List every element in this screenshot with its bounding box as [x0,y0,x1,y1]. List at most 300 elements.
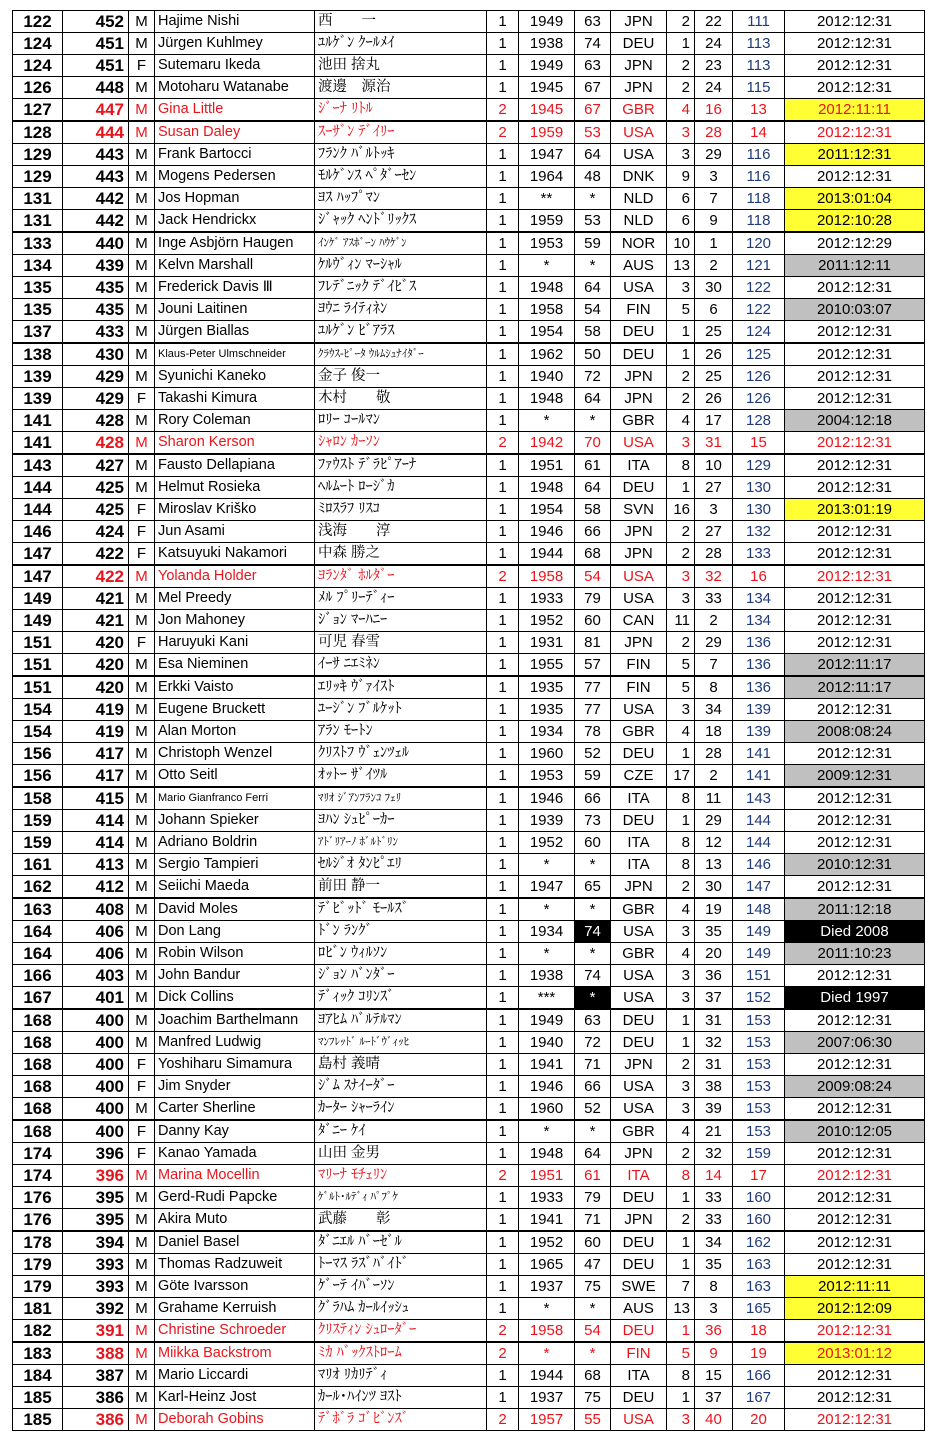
birth-year-cell: * [519,1120,575,1143]
age-cell: * [575,898,611,921]
table-row [13,1209,925,1232]
points-cell: 440 [63,232,129,255]
table-row [13,321,925,344]
index-cell: 18 [733,1320,785,1343]
name-cell: Alan Morton [155,721,315,743]
index-cell: 162 [733,1231,785,1254]
index-cell: 118 [733,188,785,210]
country-cell: ITA [611,1365,667,1387]
age-cell: * [575,987,611,1010]
kana-name-cell: ｼﾞｬｯｸ ﾍﾝﾄﾞﾘｯｸｽ [315,210,487,233]
rank-cell: 151 [13,676,63,699]
sex-cell: M [129,477,155,499]
table-row [13,987,925,1010]
name-cell: Yolanda Holder [155,565,315,588]
age-cell: 66 [575,1076,611,1098]
points-cell: 435 [63,277,129,299]
points-cell: 430 [63,343,129,366]
group-cell: 1 [487,1298,519,1320]
age-cell: 54 [575,299,611,321]
date-cell: 2012:12:31 [785,610,925,632]
table-row [13,255,925,277]
group-cell: 1 [487,1209,519,1232]
table-row [13,565,925,588]
rank-cell: 179 [13,1254,63,1276]
group-cell: 1 [487,1187,519,1209]
index-cell: 149 [733,921,785,943]
sex-cell: M [129,99,155,122]
count-cell: 31 [695,432,733,455]
count-cell: 17 [695,410,733,432]
table-row [13,1120,925,1143]
region-cell: 2 [667,1143,695,1165]
index-cell: 111 [733,11,785,33]
index-cell: 113 [733,55,785,77]
points-cell: 400 [63,1009,129,1032]
rank-cell: 183 [13,1342,63,1365]
points-cell: 401 [63,987,129,1010]
index-cell: 159 [733,1143,785,1165]
birth-year-cell: 1948 [519,277,575,299]
count-cell: 35 [695,921,733,943]
date-cell: 2012:12:31 [785,11,925,33]
kana-name-cell: ﾃﾞﾋﾞｯﾄﾞ ﾓｰﾙｽﾞ [315,898,487,921]
country-cell: DEU [611,33,667,55]
date-cell: 2012:12:31 [785,543,925,566]
count-cell: 2 [695,765,733,788]
ranking-table [12,10,925,1431]
count-cell: 25 [695,366,733,388]
date-cell: 2012:12:31 [785,55,925,77]
points-cell: 444 [63,121,129,144]
table-row [13,210,925,233]
kana-name-cell: 金子 俊一 [315,366,487,388]
count-cell: 8 [695,676,733,699]
country-cell: USA [611,144,667,166]
sex-cell: M [129,1165,155,1187]
country-cell: JPN [611,876,667,899]
rank-cell: 126 [13,77,63,99]
age-cell: 47 [575,1254,611,1276]
region-cell: 13 [667,1298,695,1320]
age-cell: 48 [575,166,611,188]
index-cell: 167 [733,1387,785,1409]
table-row [13,743,925,765]
rank-cell: 129 [13,144,63,166]
age-cell: 78 [575,721,611,743]
index-cell: 130 [733,477,785,499]
index-cell: 15 [733,432,785,455]
date-cell: 2004:12:18 [785,410,925,432]
kana-name-cell: ｸﾗｳｽ-ﾋﾟｰﾀ ｳﾙﾑｼｭﾅｲﾀﾞｰ [315,343,487,366]
date-cell: 2011:12:18 [785,898,925,921]
index-cell: 14 [733,121,785,144]
index-cell: 129 [733,454,785,477]
country-cell: JPN [611,77,667,99]
points-cell: 451 [63,55,129,77]
points-cell: 428 [63,432,129,455]
age-cell: * [575,1298,611,1320]
age-cell: 54 [575,565,611,588]
date-cell: 2012:12:31 [785,1387,925,1409]
age-cell: 63 [575,55,611,77]
kana-name-cell: ｲﾝｹﾞ ｱｽﾎﾞｰﾝ ﾊｳｹﾞﾝ [315,232,487,255]
country-cell: FIN [611,676,667,699]
country-cell: JPN [611,1209,667,1232]
name-cell: Grahame Kerruish [155,1298,315,1320]
kana-name-cell: ｼﾞﾑ ｽﾅｲｰﾀﾞｰ [315,1076,487,1098]
birth-year-cell: 1947 [519,144,575,166]
sex-cell: F [129,543,155,566]
region-cell: 1 [667,33,695,55]
age-cell: 57 [575,654,611,677]
index-cell: 118 [733,210,785,233]
age-cell: 79 [575,1187,611,1209]
kana-name-cell: ｼｬﾛﾝ ｶｰｿﾝ [315,432,487,455]
region-cell: 2 [667,388,695,410]
date-cell: 2012:12:31 [785,743,925,765]
index-cell: 126 [733,388,785,410]
kana-name-cell: ﾛﾋﾞﾝ ｳｨﾙｿﾝ [315,943,487,965]
age-cell: * [575,188,611,210]
region-cell: 3 [667,1098,695,1121]
date-cell: 2012:11:11 [785,99,925,122]
country-cell: DEU [611,1254,667,1276]
date-cell: 2012:12:31 [785,965,925,987]
age-cell: 74 [575,921,611,943]
count-cell: 26 [695,343,733,366]
kana-name-cell: ｹﾞｰﾃ ｲﾊﾞｰｿﾝ [315,1276,487,1298]
table-row [13,1009,925,1032]
kana-name-cell: ﾌｧｳｽﾄ ﾃﾞﾗﾋﾟｱｰﾅ [315,454,487,477]
age-cell: 77 [575,699,611,721]
index-cell: 133 [733,543,785,566]
sex-cell: M [129,1276,155,1298]
rank-cell: 141 [13,410,63,432]
kana-name-cell: ｱﾄﾞﾘｱｰﾉ ﾎﾞﾙﾄﾞﾘﾝ [315,832,487,854]
index-cell: 153 [733,1098,785,1121]
name-cell: Takashi Kimura [155,388,315,410]
table-row [13,965,925,987]
date-cell: 2012:12:31 [785,454,925,477]
group-cell: 1 [487,543,519,566]
birth-year-cell: * [519,1342,575,1365]
sex-cell: M [129,876,155,899]
birth-year-cell: 1952 [519,832,575,854]
kana-name-cell: ﾖｱﾋﾑ ﾊﾞﾙﾃﾙﾏﾝ [315,1009,487,1032]
birth-year-cell: 1938 [519,33,575,55]
birth-year-cell: 1934 [519,921,575,943]
sex-cell: M [129,11,155,33]
rank-cell: 131 [13,210,63,233]
age-cell: 58 [575,321,611,344]
table-row [13,166,925,188]
country-cell: JPN [611,366,667,388]
birth-year-cell: 1949 [519,11,575,33]
index-cell: 136 [733,654,785,677]
sex-cell: M [129,166,155,188]
country-cell: JPN [611,521,667,543]
birth-year-cell: 1948 [519,1143,575,1165]
date-cell: 2012:12:31 [785,1209,925,1232]
index-cell: 120 [733,232,785,255]
sex-cell: M [129,676,155,699]
points-cell: 406 [63,943,129,965]
name-cell: Eugene Bruckett [155,699,315,721]
group-cell: 1 [487,987,519,1010]
kana-name-cell: ﾛﾘｰ ｺｰﾙﾏﾝ [315,410,487,432]
sex-cell: M [129,1387,155,1409]
group-cell: 1 [487,410,519,432]
count-cell: 36 [695,1320,733,1343]
rank-cell: 167 [13,987,63,1010]
birth-year-cell: 1954 [519,499,575,521]
age-cell: 70 [575,432,611,455]
region-cell: 2 [667,632,695,654]
kana-name-cell: ｶｰﾀｰ ｼｬｰﾗｲﾝ [315,1098,487,1121]
region-cell: 2 [667,543,695,566]
date-cell: 2010:12:31 [785,854,925,876]
kana-name-cell: 中森 勝之 [315,543,487,566]
rank-cell: 139 [13,388,63,410]
country-cell: NOR [611,232,667,255]
region-cell: 3 [667,1076,695,1098]
table-row [13,1387,925,1409]
region-cell: 5 [667,676,695,699]
index-cell: 122 [733,299,785,321]
date-cell: 2011:12:31 [785,144,925,166]
sex-cell: M [129,743,155,765]
sex-cell: F [129,55,155,77]
name-cell: Sutemaru Ikeda [155,55,315,77]
country-cell: USA [611,965,667,987]
region-cell: 2 [667,1209,695,1232]
points-cell: 420 [63,632,129,654]
sex-cell: M [129,454,155,477]
group-cell: 1 [487,1276,519,1298]
sex-cell: M [129,699,155,721]
date-cell: 2012:12:31 [785,1165,925,1187]
points-cell: 447 [63,99,129,122]
table-row [13,810,925,832]
count-cell: 27 [695,521,733,543]
count-cell: 34 [695,699,733,721]
kana-name-cell: ﾄﾞﾝ ﾗﾝｸﾞ [315,921,487,943]
count-cell: 37 [695,987,733,1010]
table-row [13,499,925,521]
points-cell: 420 [63,676,129,699]
date-cell: 2010:03:07 [785,299,925,321]
group-cell: 1 [487,810,519,832]
group-cell: 1 [487,854,519,876]
country-cell: DEU [611,1032,667,1054]
birth-year-cell: 1931 [519,632,575,654]
date-cell: 2012:12:31 [785,521,925,543]
group-cell: 1 [487,343,519,366]
date-cell: 2009:08:24 [785,1076,925,1098]
rank-cell: 168 [13,1009,63,1032]
region-cell: 6 [667,188,695,210]
group-cell: 1 [487,1365,519,1387]
table-row [13,1342,925,1365]
table-row [13,1143,925,1165]
age-cell: 53 [575,210,611,233]
country-cell: USA [611,1098,667,1121]
country-cell: USA [611,277,667,299]
name-cell: Gina Little [155,99,315,122]
count-cell: 13 [695,854,733,876]
table-row [13,77,925,99]
rank-cell: 127 [13,99,63,122]
kana-name-cell: ﾃﾞｨｯｸ ｺﾘﾝｽﾞ [315,987,487,1010]
rank-cell: 174 [13,1143,63,1165]
name-cell: Fausto Dellapiana [155,454,315,477]
rank-cell: 146 [13,521,63,543]
region-cell: 3 [667,432,695,455]
points-cell: 417 [63,743,129,765]
table-row [13,99,925,122]
sex-cell: M [129,943,155,965]
index-cell: 17 [733,1165,785,1187]
points-cell: 393 [63,1254,129,1276]
group-cell: 1 [487,166,519,188]
points-cell: 425 [63,499,129,521]
country-cell: DEU [611,1387,667,1409]
age-cell: 72 [575,1032,611,1054]
region-cell: 3 [667,277,695,299]
birth-year-cell: 1957 [519,1409,575,1431]
region-cell: 2 [667,77,695,99]
count-cell: 28 [695,121,733,144]
region-cell: 1 [667,343,695,366]
region-cell: 1 [667,810,695,832]
sex-cell: M [129,1320,155,1343]
points-cell: 417 [63,765,129,788]
kana-name-cell: 木村 敬 [315,388,487,410]
count-cell: 9 [695,1342,733,1365]
group-cell: 1 [487,144,519,166]
region-cell: 3 [667,699,695,721]
sex-cell: M [129,432,155,455]
sex-cell: F [129,499,155,521]
table-row [13,521,925,543]
age-cell: 75 [575,1276,611,1298]
country-cell: GBR [611,99,667,122]
group-cell: 2 [487,1165,519,1187]
region-cell: 3 [667,1409,695,1431]
table-row [13,343,925,366]
name-cell: Jürgen Biallas [155,321,315,344]
kana-name-cell: 西 一 [315,11,487,33]
sex-cell: M [129,721,155,743]
birth-year-cell: 1945 [519,77,575,99]
date-cell: 2012:12:31 [785,787,925,810]
kana-name-cell: 浅海 淳 [315,521,487,543]
points-cell: 400 [63,1076,129,1098]
sex-cell: M [129,565,155,588]
points-cell: 396 [63,1165,129,1187]
sex-cell: M [129,987,155,1010]
group-cell: 1 [487,210,519,233]
kana-name-cell: ﾖｽ ﾊｯﾌﾟﾏﾝ [315,188,487,210]
country-cell: AUS [611,255,667,277]
kana-name-cell: 渡邊 源治 [315,77,487,99]
date-cell: 2012:12:31 [785,565,925,588]
index-cell: 139 [733,721,785,743]
rank-cell: 168 [13,1076,63,1098]
rank-cell: 168 [13,1120,63,1143]
sex-cell: M [129,255,155,277]
sex-cell: M [129,1254,155,1276]
count-cell: 33 [695,1187,733,1209]
points-cell: 429 [63,366,129,388]
age-cell: 67 [575,99,611,122]
group-cell: 1 [487,1032,519,1054]
points-cell: 427 [63,454,129,477]
index-cell: 115 [733,77,785,99]
name-cell: Mario Liccardi [155,1365,315,1387]
count-cell: 16 [695,99,733,122]
index-cell: 153 [733,1032,785,1054]
birth-year-cell: 1935 [519,699,575,721]
age-cell: 59 [575,765,611,788]
rank-cell: 154 [13,721,63,743]
table-row [13,1409,925,1431]
group-cell: 1 [487,699,519,721]
index-cell: 160 [733,1187,785,1209]
table-row [13,832,925,854]
table-row [13,1298,925,1320]
region-cell: 1 [667,477,695,499]
region-cell: 4 [667,943,695,965]
kana-name-cell: ﾖﾊﾝ ｼｭﾋﾟｰｶｰ [315,810,487,832]
kana-name-cell: ｲｰｻ ﾆｴﾐﾈﾝ [315,654,487,677]
rank-cell: 156 [13,743,63,765]
rank-cell: 124 [13,55,63,77]
index-cell: 153 [733,1120,785,1143]
index-cell: 19 [733,1342,785,1365]
count-cell: 36 [695,965,733,987]
points-cell: 393 [63,1276,129,1298]
points-cell: 413 [63,854,129,876]
points-cell: 388 [63,1342,129,1365]
rank-cell: 184 [13,1365,63,1387]
points-cell: 392 [63,1298,129,1320]
group-cell: 1 [487,965,519,987]
index-cell: 147 [733,876,785,899]
table-row [13,1187,925,1209]
kana-name-cell: ｱﾗﾝ ﾓｰﾄﾝ [315,721,487,743]
table-row [13,188,925,210]
region-cell: 8 [667,854,695,876]
region-cell: 8 [667,454,695,477]
points-cell: 403 [63,965,129,987]
region-cell: 7 [667,1276,695,1298]
name-cell: Rory Coleman [155,410,315,432]
name-cell: Mel Preedy [155,588,315,610]
rank-cell: 174 [13,1165,63,1187]
index-cell: 160 [733,1209,785,1232]
age-cell: 79 [575,588,611,610]
sex-cell: F [129,1120,155,1143]
points-cell: 422 [63,565,129,588]
date-cell: 2011:10:23 [785,943,925,965]
sex-cell: M [129,1032,155,1054]
sex-cell: M [129,1409,155,1431]
region-cell: 8 [667,1365,695,1387]
name-cell: Syunichi Kaneko [155,366,315,388]
index-cell: 141 [733,743,785,765]
